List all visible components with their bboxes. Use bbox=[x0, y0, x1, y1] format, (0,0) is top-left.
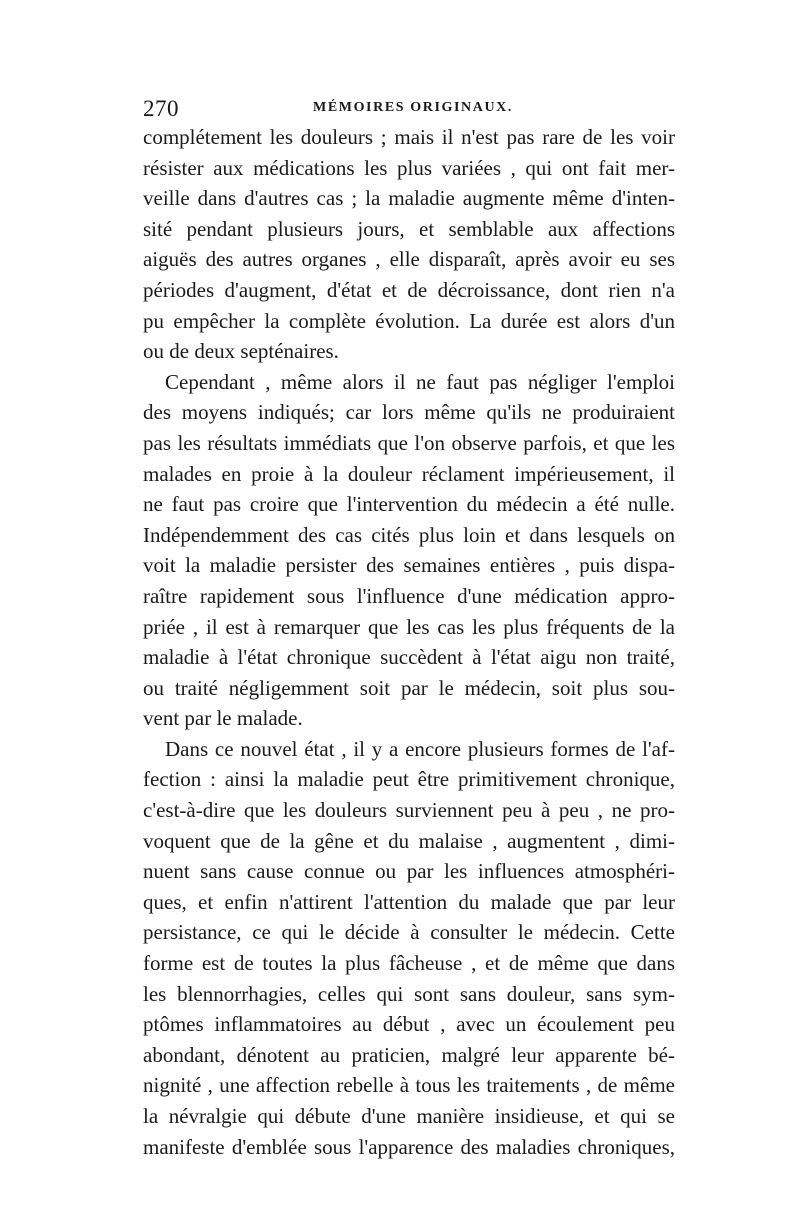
text-line: les blennorrhagies, celles qui sont sans douleur, sans sym- bbox=[143, 981, 675, 1006]
text-line: Indépendemment des cas cités plus loin et dans lesquels on bbox=[143, 522, 675, 547]
text-line: abondant, dénotent au praticien, malgré leur apparente bé- bbox=[143, 1042, 675, 1067]
text-line: raître rapidement sous l'influence d'une médication appro- bbox=[143, 583, 675, 608]
text-line: Dans ce nouvel état , il y a encore plusieurs formes de l'af- bbox=[165, 736, 675, 761]
paragraph-1 bbox=[143, 122, 675, 367]
paragraph-3 bbox=[143, 734, 675, 1162]
text-line: vent par le malade. bbox=[143, 706, 303, 731]
text-line: des moyens indiqués; car lors même qu'ils ne produiraient bbox=[143, 400, 675, 425]
text-line: ptômes inflammatoires au début , avec un écoulement peu bbox=[143, 1012, 675, 1037]
text-line: complétement les douleurs ; mais il n'est pas rare de les voir bbox=[143, 125, 675, 149]
text-line: sité pendant plusieurs jours, et semblable aux affections bbox=[143, 216, 675, 241]
text-line: nignité , une affection rebelle à tous les traitements , de même bbox=[143, 1073, 675, 1098]
text-line: maladie à l'état chronique succèdent à l'état aigu non traité, bbox=[143, 645, 675, 670]
text-line: périodes d'augment, d'état et de décroissance, dont rien n'a bbox=[143, 277, 675, 302]
text-line: résister aux médications les plus variées , qui ont fait mer- bbox=[143, 155, 675, 180]
text-line: forme est de toutes la plus fâcheuse , et de même que dans bbox=[143, 951, 675, 976]
running-title: MÉMOIRES ORIGINAUX. bbox=[313, 100, 513, 115]
text-line: ne faut pas croire que l'intervention du médecin a été nulle. bbox=[143, 492, 675, 517]
text-line: c'est-à-dire que les douleurs surviennent peu à peu , ne pro- bbox=[143, 798, 675, 823]
text-line: ou traité négligemment soit par le médecin, soit plus sou- bbox=[143, 675, 675, 700]
body-text bbox=[143, 122, 675, 1162]
text-line: manifeste d'emblée sous l'apparence des maladies chroniques, bbox=[143, 1134, 675, 1159]
text-line: nuent sans cause connue ou par les influences atmosphéri- bbox=[143, 859, 675, 884]
text-line: Cependant , même alors il ne faut pas négliger l'emploi bbox=[165, 369, 675, 394]
text-line: pas les résultats immédiats que l'on observe parfois, et que les bbox=[143, 430, 675, 455]
text-line: aiguës des autres organes , elle disparaît, après avoir eu ses bbox=[143, 247, 675, 272]
text-line: voquent que de la gêne et du malaise , augmentent , dimi- bbox=[143, 828, 675, 853]
text-line: pu empêcher la complète évolution. La durée est alors d'un bbox=[143, 308, 675, 333]
text-line: fection : ainsi la maladie peut être primitivement chronique, bbox=[143, 767, 675, 792]
text-line: ques, et enfin n'attirent l'attention du malade que par leur bbox=[143, 889, 675, 914]
text-line: ou de deux septénaires. bbox=[143, 339, 339, 364]
text-line: priée , il est à remarquer que les cas les plus fréquents de la bbox=[143, 614, 675, 639]
text-line: persistance, ce qui le décide à consulter le médecin. Cette bbox=[143, 920, 675, 945]
paragraph-2 bbox=[143, 367, 675, 734]
text-line: veille dans d'autres cas ; la maladie augmente même d'inten- bbox=[143, 186, 675, 211]
text-line: la névralgie qui débute d'une manière insidieuse, et qui se bbox=[143, 1104, 675, 1128]
text-line: voit la maladie persister des semaines entières , puis dispa- bbox=[143, 553, 675, 578]
text-line: malades en proie à la douleur réclament impérieusement, il bbox=[143, 461, 675, 486]
page-number: 270 bbox=[143, 96, 179, 121]
